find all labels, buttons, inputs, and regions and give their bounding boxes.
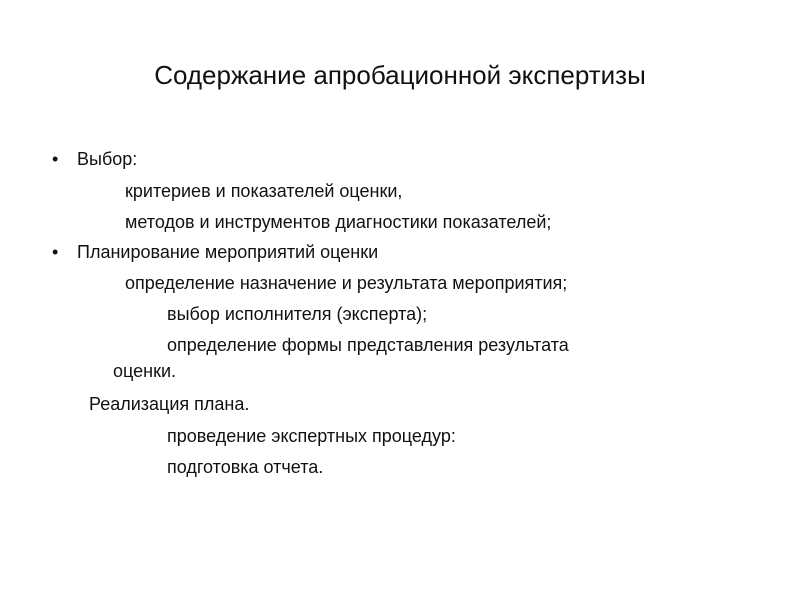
bullet-item-planning: Планирование мероприятий оценки — [77, 242, 379, 262]
bullet-marker: • — [52, 149, 59, 169]
sub-item-result-form: определение формы представления результата — [167, 335, 569, 355]
sub-item-report: подготовка отчета. — [167, 457, 324, 477]
sub-item-procedures: проведение экспертных процедур: — [167, 426, 456, 446]
sub-item-executor: выбор исполнителя (эксперта); — [167, 304, 428, 324]
bullet-marker: • — [52, 242, 59, 262]
sub-item-result-form-continuation: оценки. — [113, 361, 176, 381]
slide-title: Содержание апробационной экспертизы — [154, 60, 646, 90]
bullet-item-choice: Выбор: — [77, 149, 138, 169]
sub-item-criteria: критериев и показателей оценки, — [125, 181, 403, 201]
sub-item-methods: методов и инструментов диагностики показателей; — [125, 212, 552, 232]
sub-item-purpose: определение назначение и результата мероприятия; — [125, 273, 568, 293]
item-plan-implementation: Реализация плана. — [89, 394, 250, 414]
